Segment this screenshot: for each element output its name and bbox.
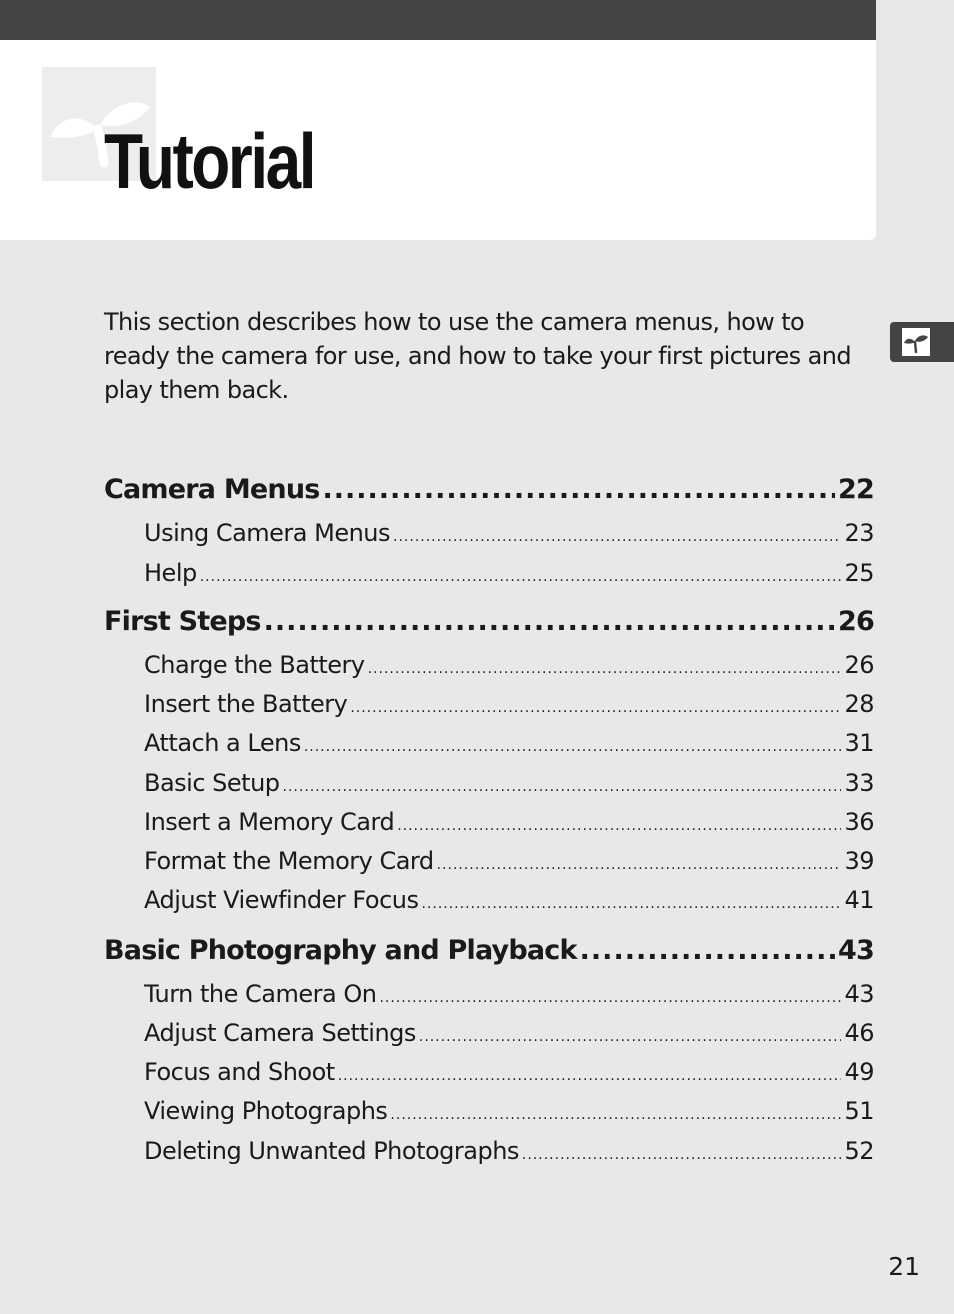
toc-leader [350,700,841,716]
toc-section-label: Basic Photography and Playback [104,935,577,966]
toc-section[interactable] [104,606,874,637]
toc-page-number: 43 [838,935,874,966]
toc-page-number: 26 [844,651,874,679]
toc-leader [390,1107,841,1123]
toc-item[interactable] [144,1019,874,1047]
toc-page-number: 49 [844,1058,874,1086]
toc-item[interactable] [144,559,874,587]
toc-page-number: 25 [844,559,874,587]
side-tab[interactable] [890,322,954,362]
toc-leader [437,857,842,873]
toc-item-label: Format the Memory Card [144,847,434,875]
page-title: Tutorial [104,117,315,205]
toc-leader [580,935,835,966]
toc-page-number: 28 [844,690,874,718]
toc-item[interactable] [144,1097,874,1125]
toc-item[interactable] [144,1137,874,1165]
toc-item-label: Using Camera Menus [144,519,391,547]
toc-page-number: 52 [844,1137,874,1165]
toc-item[interactable] [144,769,874,797]
toc-item-label: Charge the Battery [144,651,365,679]
toc-item-label: Focus and Shoot [144,1058,335,1086]
toc-item[interactable] [144,847,874,875]
toc-item-label: Turn the Camera On [144,980,377,1008]
toc-item-label: Viewing Photographs [144,1097,388,1125]
toc-leader [264,606,835,637]
toc-page-number: 31 [844,729,874,757]
toc-leader [304,739,842,755]
toc-page-number: 39 [844,847,874,875]
toc-item-label: Insert a Memory Card [144,808,395,836]
intro-text: This section describes how to use the camera menus, how to ready the camera for use, and how to take your first pictures and play them back. [104,308,851,404]
toc-leader [393,529,841,545]
toc-item-label: Help [144,559,197,587]
toc-leader [379,990,841,1006]
toc-section[interactable] [104,935,874,966]
toc-page-number: 22 [838,474,874,505]
toc-leader [338,1068,842,1084]
toc-leader [200,569,842,585]
toc-item-label: Basic Setup [144,769,280,797]
toc-section[interactable] [104,474,874,505]
toc-page-number: 41 [844,886,874,914]
toc-page-number: 46 [844,1019,874,1047]
toc-item[interactable] [144,690,874,718]
toc-leader [421,896,841,912]
page-number: 21 [888,1252,920,1281]
toc-section-label: First Steps [104,606,261,637]
top-bar [0,0,876,40]
toc-page-number: 23 [844,519,874,547]
toc-item[interactable] [144,1058,874,1086]
toc-leader [323,474,836,505]
toc-leader [522,1147,842,1163]
toc-item[interactable] [144,808,874,836]
toc-page-number: 51 [844,1097,874,1125]
toc-page-number: 36 [844,808,874,836]
toc-item-label: Insert the Battery [144,690,348,718]
toc-item[interactable] [144,519,874,547]
toc-item[interactable] [144,729,874,757]
toc-item-label: Attach a Lens [144,729,301,757]
toc-page-number: 33 [844,769,874,797]
toc-item-label: Adjust Viewfinder Focus [144,886,419,914]
toc-page-number: 26 [838,606,874,637]
toc-section-label: Camera Menus [104,474,320,505]
toc-leader [368,661,842,677]
toc-item[interactable] [144,980,874,1008]
toc-item[interactable] [144,651,874,679]
toc-leader [419,1029,842,1045]
toc-item-label: Adjust Camera Settings [144,1019,416,1047]
sprout-tab-icon [902,328,930,356]
toc-page-number: 43 [844,980,874,1008]
toc-leader [397,818,841,834]
toc-item-label: Deleting Unwanted Photographs [144,1137,519,1165]
toc-item[interactable] [144,886,874,914]
toc-leader [283,779,842,795]
